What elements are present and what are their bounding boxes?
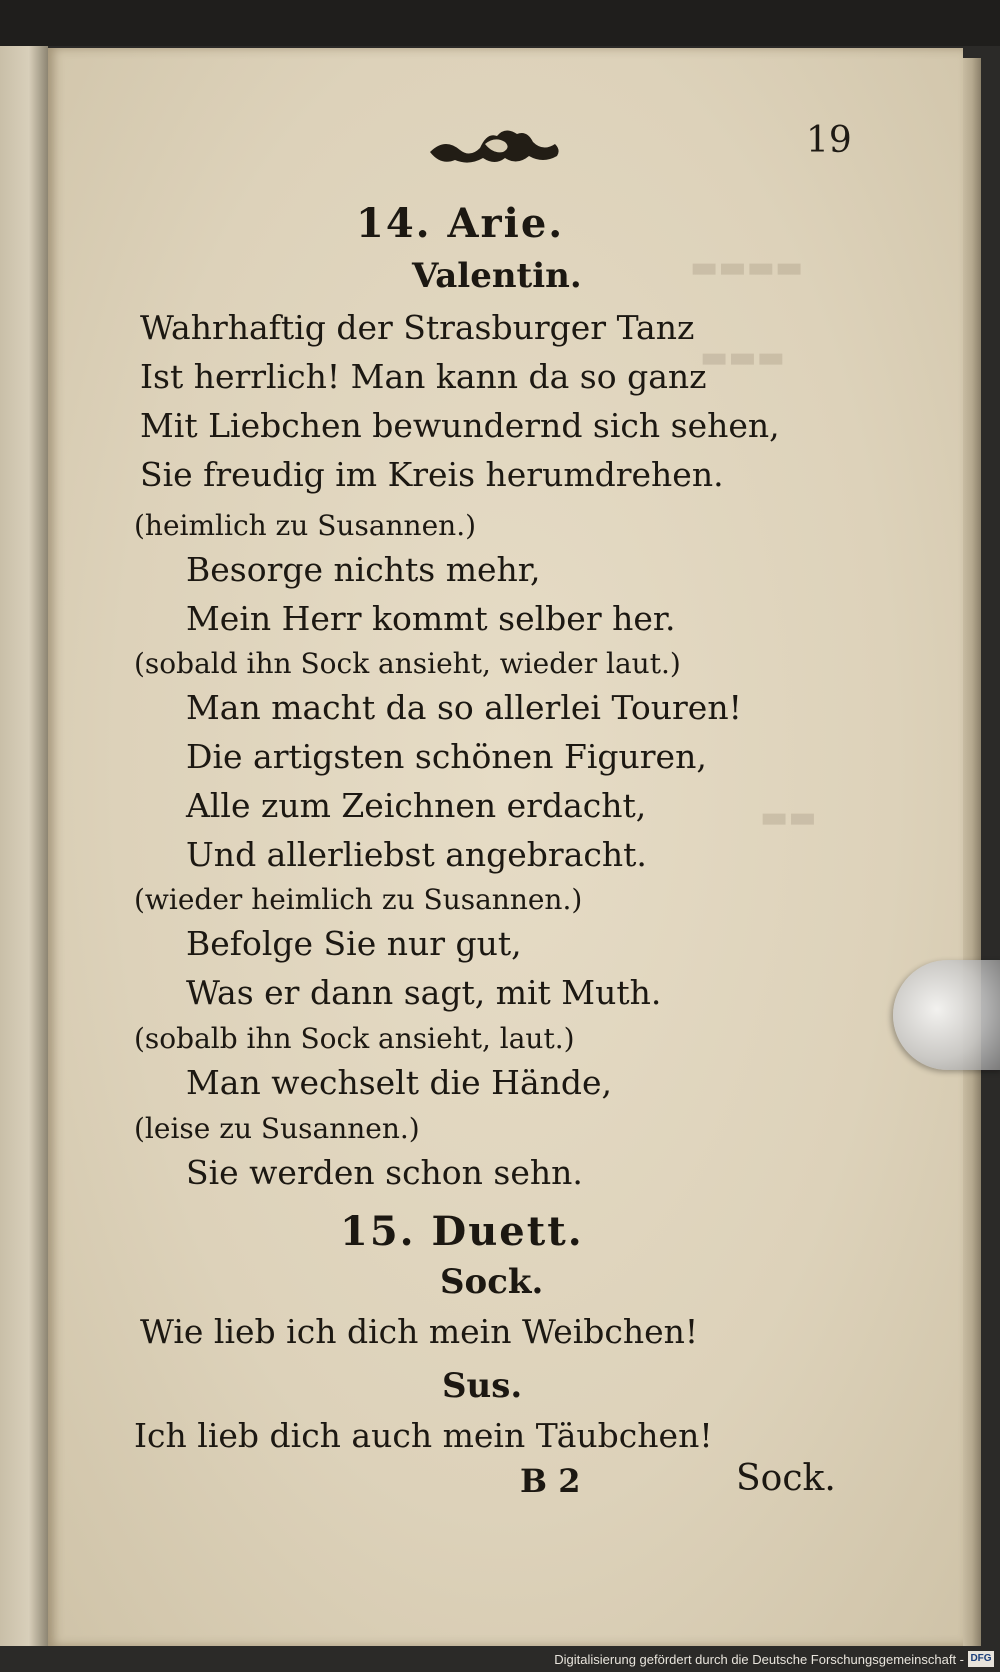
catchword: Sock. (736, 1458, 836, 1499)
verse-line: Wahrhaftig der Strasburger Tanz (140, 308, 695, 347)
verse-line: Besorge nichts mehr, (186, 550, 541, 589)
funding-credit: Digitalisierung gefördert durch die Deutsche Forschungsgemeinschaft - (554, 1652, 964, 1667)
verse-line: Alle zum Zeichnen erdacht, (186, 786, 647, 825)
verse-line: Befolge Sie nur gut, (186, 924, 522, 963)
show-through: ▬▬▬ (700, 340, 786, 375)
verse-line: Sie freudig im Kreis herumdrehen. (140, 455, 724, 494)
verse-line: Die artigsten schönen Figuren, (186, 737, 707, 776)
verse-line: Mit Liebchen bewundernd sich sehen, (140, 406, 780, 445)
stage-direction: (leise zu Susannen.) (134, 1112, 420, 1145)
signature-mark: B 2 (520, 1462, 581, 1500)
stage-direction: (sobalb ihn Sock ansieht, laut.) (134, 1022, 575, 1055)
verse-line: Mein Herr kommt selber her. (186, 599, 676, 638)
scan-background (0, 0, 1000, 46)
page-number: 19 (806, 120, 852, 161)
section-heading: 15. Duett. (340, 1208, 584, 1255)
page-stack-edge (963, 58, 981, 1646)
stage-direction: (wieder heimlich zu Susannen.) (134, 883, 583, 916)
verse-line: Man wechselt die Hände, (186, 1063, 613, 1102)
dfg-logo: DFG (968, 1651, 994, 1667)
vignette-ornament-icon (425, 122, 565, 172)
show-through: ▬▬▬▬ (690, 250, 804, 285)
page-clip (893, 960, 1000, 1070)
stage-direction: (heimlich zu Susannen.) (134, 509, 477, 542)
verse-line: Was er dann sagt, mit Muth. (186, 973, 662, 1012)
verse-line: Ich lieb dich auch mein Täubchen! (134, 1416, 713, 1455)
verse-line: Sie werden schon sehn. (186, 1153, 583, 1192)
facing-page-edge (0, 46, 48, 1646)
speaker-name: Valentin. (412, 256, 582, 296)
stage-direction: (sobald ihn Sock ansieht, wieder laut.) (134, 647, 681, 680)
section-heading: 14. Arie. (356, 200, 565, 247)
show-through: ▬▬ (760, 800, 817, 835)
speaker-name: Sus. (442, 1366, 523, 1406)
speaker-name: Sock. (440, 1262, 544, 1302)
verse-line: Und allerliebst angebracht. (186, 835, 647, 874)
verse-line: Wie lieb ich dich mein Weibchen! (140, 1312, 699, 1351)
verse-line: Man macht da so allerlei Touren! (186, 688, 742, 727)
verse-line: Ist herrlich! Man kann da so ganz (140, 357, 707, 396)
